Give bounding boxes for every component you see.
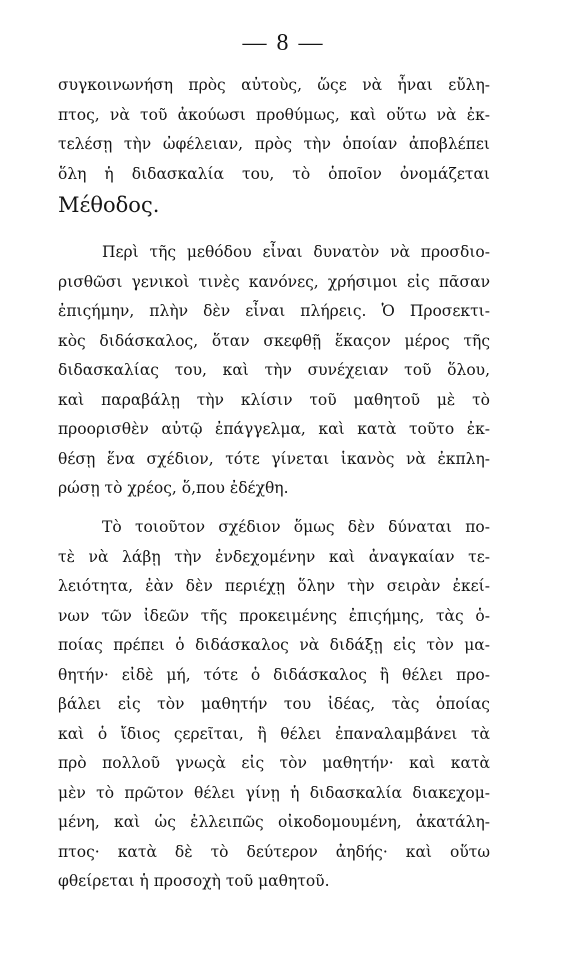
text-line: Περὶ τῆς μεθόδου εἶναι δυνατὸν νὰ προσδιο- [102, 243, 490, 261]
text-line: καὶ ὁ ἴδιος ςερεῖται, ἢ θέλει ἐπαναλαμβάνει τὰ [58, 724, 490, 743]
text-line: διδασκαλίας του, καὶ τὴν συνέχειαν τοῦ ὅλου, [58, 361, 490, 379]
text-line: θέσῃ ἕνα σχέδιον, τότε γίνεται ἱκανὸς νὰ ἐκπλη- [58, 449, 490, 468]
text-line: Τὸ τοιοῦτον σχέδιον ὅμως δὲν δύναται πο- [102, 518, 490, 536]
paragraph-2 [58, 238, 490, 504]
text-line: θητήν· εἰδὲ μή, τότε ὁ διδάσκαλος ἢ θέλει προ- [58, 665, 490, 684]
text-line: προορισθὲν αὐτῷ ἐπάγγελμα, καὶ κατὰ τοῦτο ἐκ- [58, 420, 490, 438]
method-term: Μέθοδος. [58, 193, 160, 217]
text-line: λειότητα, ἐὰν δὲν περιέχῃ ὅλην τὴν σειρὰν ἐκεί- [58, 577, 490, 595]
text-line: τὲ νὰ λάβῃ τὴν ἐνδεχομένην καὶ ἀναγκαίαν τε- [58, 547, 490, 566]
text-line: νων τῶν ἰδεῶν τῆς προκειμένης ἐπιςήμης, τὰς ὁ- [58, 606, 490, 625]
text-line: ρώσῃ τὸ χρέος, ὅ,που ἐδέχθη. [58, 479, 289, 497]
text-line: καὶ παραβάλῃ τὴν κλίσιν τοῦ μαθητοῦ μὲ τὸ [58, 390, 490, 409]
text-line: ἐπιςήμην, πλὴν δὲν εἶναι πλήρεις. Ὁ Προσεκτι- [58, 302, 490, 320]
text-line: πρὸ πολλοῦ γνωςὰ εἰς τὸν μαθητήν· καὶ κατὰ [58, 754, 490, 772]
text-line: τελέσῃ τὴν ὠφέλειαν, πρὸς τὴν ὁποίαν ἀποβλέπει [58, 135, 490, 153]
text-line: ποίας πρέπει ὁ διδάσκαλος νὰ διδάξῃ εἰς τὸν μα- [58, 636, 490, 654]
text-line: ὅλη ἡ διδασκαλία του, τὸ ὁποῖον ὀνομάζεται [58, 164, 490, 183]
paragraph-3 [58, 513, 490, 897]
text-line: κὸς διδάσκαλος, ὅταν σκεφθῇ ἕκαςον μέρος τῆς [58, 331, 490, 350]
text-line: μὲν τὸ πρῶτον θέλει γίνῃ ἡ διδασκαλία διακεχομ- [58, 783, 490, 802]
text-line: ρισθῶσι γενικοὶ τινὲς κανόνες, χρήσιμοι εἰς πᾶσαν [58, 272, 490, 291]
text-line: συγκοινωνήση πρὸς αὐτοὺς, ὥςε νὰ ἦναι εὔλη- [58, 76, 490, 94]
text-line: φθείρεται ἡ προσοχὴ τοῦ μαθητοῦ. [58, 872, 330, 890]
page-number: — 8 — [242, 30, 325, 56]
paragraph-1 [58, 71, 490, 221]
text-line: βάλει εἰς τὸν μαθητήν του ἰδέας, τὰς ὁποίας [58, 695, 490, 713]
text-line: μένη, καὶ ὡς ἐλλειπῶς οἰκοδομουμένη, ἀκατάλη- [58, 813, 490, 831]
text-line: πτος· κατὰ δὲ τὸ δεύτερον ἀηδής· καὶ οὕτω [58, 842, 490, 861]
text-line: πτος, νὰ τοῦ ἀκούωσι προθύμως, καὶ οὕτω νὰ ἐκ- [58, 105, 490, 124]
